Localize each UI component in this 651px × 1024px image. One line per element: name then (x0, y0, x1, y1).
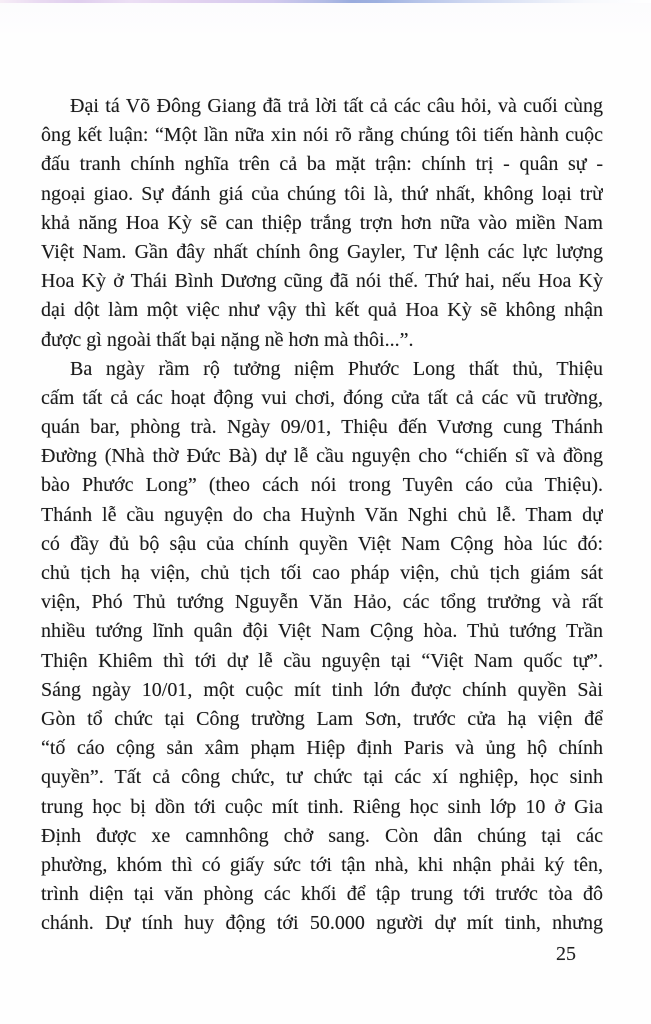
text-line: Thánh lễ cầu nguyện do cha Huỳnh Văn Nghi chủ lễ. Tham dự (41, 503, 603, 526)
text-line: Gòn tổ chức tại Công trường Lam Sơn, trước cửa hạ viện để (41, 707, 603, 730)
scan-artifact-band (0, 0, 651, 3)
text-line: trình diện tại văn phòng các khối để tập trung tới trước tòa đô (41, 883, 603, 906)
page-text (41, 92, 603, 938)
paragraph-1 (41, 92, 603, 355)
paragraph-2 (41, 355, 603, 939)
text-line: quán bar, phòng trà. Ngày 09/01, Thiệu đến Vương cung Thánh (41, 416, 603, 439)
text-line: viện, Phó Thủ tướng Nguyễn Văn Hảo, các tổng trưởng và rất (41, 591, 603, 614)
text-line: ông kết luận: “Một lần nữa xin nói rõ rằng chúng tôi tiến hành cuộc (41, 124, 603, 147)
text-line: chánh. Dự tính huy động tới 50.000 người dự mít tinh, nhưng (41, 912, 603, 935)
text-line: ngoại giao. Sự đánh giá của chúng tôi là, thứ nhất, không loại trừ (41, 182, 603, 205)
text-line: cấm tất cả các hoạt động vui chơi, đóng cửa tất cả các vũ trường, (41, 386, 603, 409)
text-line: bào Phước Long” (theo cách nói trong Tuyên cáo của Thiệu). (41, 474, 603, 497)
text-line: đấu tranh chính nghĩa trên cả ba mặt trận: chính trị - quân sự - (41, 153, 603, 176)
text-line: chủ tịch hạ viện, chủ tịch tối cao pháp viện, chủ tịch giám sát (41, 562, 603, 584)
text-line: Thiện Khiêm thì tới dự lễ cầu nguyện tại “Việt Nam quốc tự”. (41, 649, 603, 672)
page-number: 25 (556, 943, 576, 965)
text-line: phường, khóm thì có giấy sức tới tận nhà, khi nhận phải ký tên, (41, 853, 603, 876)
text-line: trung học bị dồn tới cuộc mít tinh. Riêng học sinh lớp 10 ở Gia (41, 795, 603, 818)
text-line: dại dột làm một việc như vậy thì kết quả Hoa Kỳ sẽ không nhận (41, 299, 603, 322)
text-line: Định được xe camnhông chở sang. Còn dân chúng tại các (41, 824, 603, 847)
text-line: Sáng ngày 10/01, một cuộc mít tinh lớn được chính quyền Sài (41, 678, 603, 701)
text-line: được gì ngoài thất bại nặng nề hơn mà thôi...”. (41, 328, 414, 351)
text-line: “tố cáo cộng sản xâm phạm Hiệp định Paris và ủng hộ chính (41, 737, 603, 760)
text-line: quyền”. Tất cả công chức, tư chức tại các xí nghiệp, học sinh (41, 766, 603, 789)
text-line: Đường (Nhà thờ Đức Bà) dự lễ cầu nguyện cho “chiến sĩ và đồng (41, 445, 603, 468)
text-line: Việt Nam. Gần đây nhất chính ông Gayler, Tư lệnh các lực lượng (41, 240, 603, 263)
text-line: Đại tá Võ Đông Giang đã trả lời tất cả các câu hỏi, và cuối cùng (70, 95, 603, 117)
text-line: có đầy đủ bộ sậu của chính quyền Việt Nam Cộng hòa lúc đó: (41, 532, 603, 555)
text-line: khả năng Hoa Kỳ sẽ can thiệp trắng trợn hơn nữa vào miền Nam (41, 211, 603, 234)
text-line: Hoa Kỳ ở Thái Bình Dương cũng đã nói thế. Thứ hai, nếu Hoa Kỳ (41, 270, 603, 293)
text-line: Ba ngày rầm rộ tưởng niệm Phước Long thất thủ, Thiệu (70, 357, 603, 380)
text-line: nhiều tướng lĩnh quân đội Việt Nam Cộng hòa. Thủ tướng Trần (41, 620, 603, 643)
